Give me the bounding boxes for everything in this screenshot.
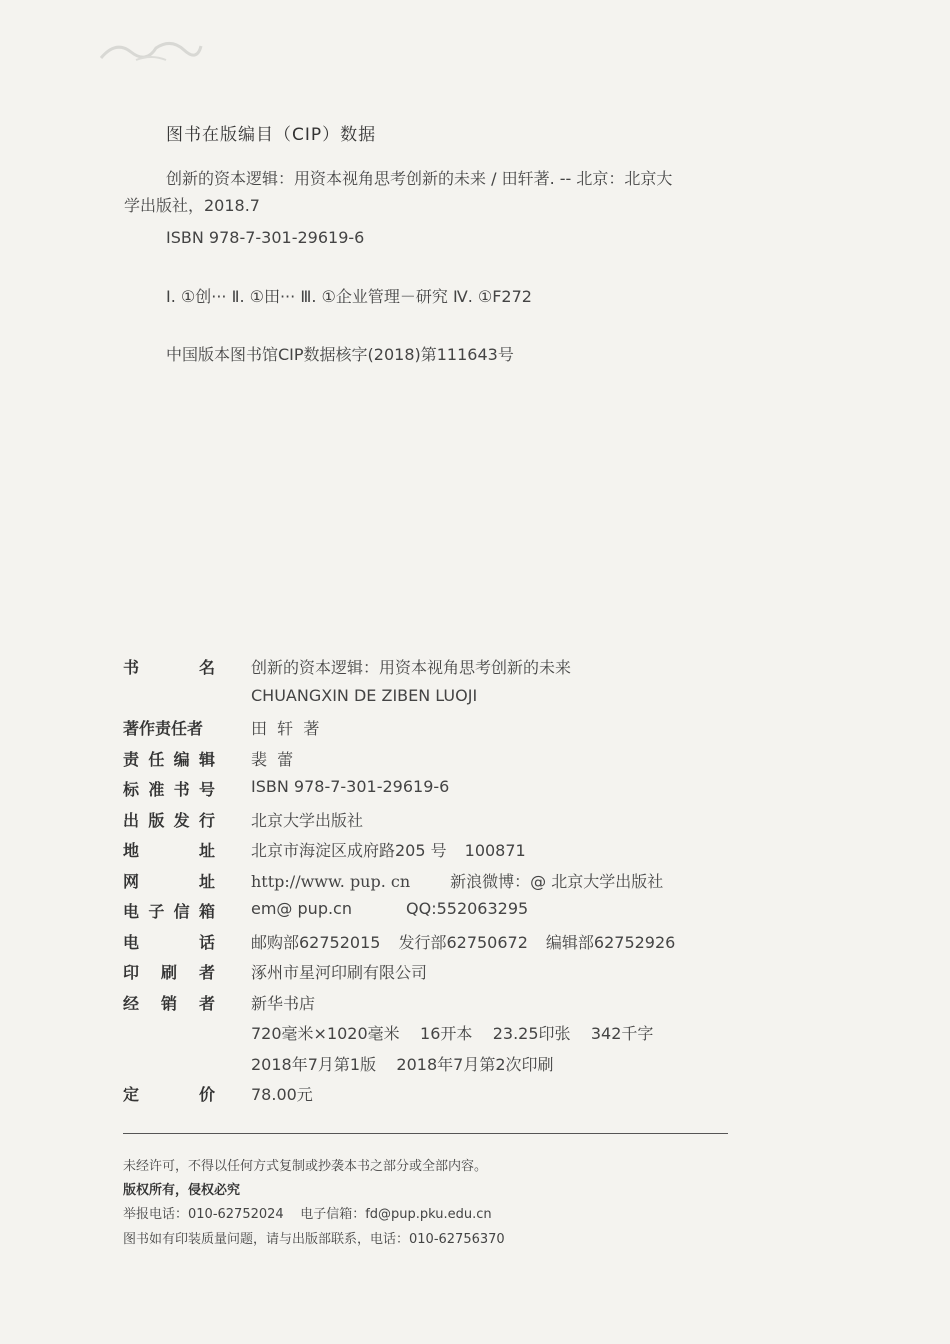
address: 北京市海淀区成府路205 号 — [251, 841, 447, 860]
cip-description-line2: 学出版社，2018.7 — [124, 196, 260, 215]
label-address: 地 址 — [123, 841, 215, 860]
row-author — [123, 716, 743, 747]
isbn: ISBN 978-7-301-29619-6 — [251, 777, 450, 796]
email-value — [251, 899, 528, 918]
label-dealer: 经 销 者 — [123, 993, 215, 1013]
row-publisher — [123, 808, 743, 839]
handwritten-mark — [96, 30, 206, 70]
notice-no-copy: 未经许可，不得以任何方式复制或抄袭本书之部分或全部内容。 — [123, 1159, 488, 1174]
phone-distribution: 发行部62750672 — [398, 932, 528, 952]
divider-line — [123, 1133, 728, 1134]
cip-isbn: ISBN 978-7-301-29619-6 — [166, 228, 365, 247]
label-book-name: 书 名 — [123, 658, 215, 677]
row-website — [123, 869, 743, 900]
editor: 裴 蕾 — [251, 749, 294, 769]
label-publisher: 出 版 发 行 — [123, 810, 215, 830]
address-value — [251, 838, 526, 861]
notice-quality-contact: 图书如有印装质量问题，请与出版部联系，电话：010-62756370 — [123, 1232, 505, 1247]
row-phone — [123, 930, 743, 961]
label-editor: 责 任 编 辑 — [123, 749, 215, 769]
row-editor — [123, 747, 743, 778]
edition: 2018年7月第1版 2018年7月第2次印刷 — [251, 1054, 554, 1074]
cip-description — [124, 165, 806, 219]
cip-description-line1: 创新的资本逻辑：用资本视角思考创新的未来 / 田轩著. -- 北京：北京大 — [166, 169, 673, 188]
website: http://www. pup. cn — [251, 871, 411, 891]
notice-rights-reserved: 版权所有，侵权必究 — [123, 1183, 241, 1198]
price: 78.00元 — [251, 1085, 313, 1104]
label-email: 电 子 信 箱 — [123, 902, 215, 921]
printer: 涿州市星河印刷有限公司 — [251, 963, 428, 982]
website-value — [251, 869, 663, 892]
author: 田 轩 著 — [251, 719, 320, 738]
row-edition — [123, 1052, 743, 1083]
row-address — [123, 838, 743, 869]
book-name: 创新的资本逻辑：用资本视角思考创新的未来 — [251, 658, 572, 677]
row-printer — [123, 960, 743, 991]
row-email — [123, 899, 743, 930]
dealer: 新华书店 — [251, 993, 316, 1013]
phone-editorial: 编辑部62752926 — [545, 932, 676, 952]
row-isbn — [123, 777, 743, 808]
publisher: 北京大学出版社 — [251, 810, 364, 830]
row-format — [123, 1021, 743, 1052]
qq: QQ:552063295 — [406, 899, 529, 918]
cip-title: 图书在版编目（CIP）数据 — [166, 125, 377, 145]
label-author: 著作责任者 — [123, 719, 204, 738]
cip-record-number: 中国版本图书馆CIP数据核字(2018)第111643号 — [166, 345, 514, 364]
book-info-table — [123, 655, 743, 1113]
email: em@ pup.cn — [251, 899, 352, 918]
label-isbn: 标 准 书 号 — [123, 780, 215, 799]
book-format: 720毫米×1020毫米 16开本 23.25印张 342千字 — [251, 1024, 654, 1043]
phone-mail-order: 邮购部62752015 — [251, 932, 381, 952]
label-website: 网 址 — [123, 871, 215, 891]
label-printer: 印 刷 者 — [123, 963, 215, 982]
phone-value — [251, 930, 675, 953]
notice-report-contact: 举报电话：010-62752024 电子信箱：fd@pup.pku.edu.cn — [123, 1207, 492, 1222]
weibo: 新浪微博：@ 北京大学出版社 — [450, 871, 664, 891]
label-price: 定 价 — [123, 1085, 215, 1104]
row-dealer — [123, 991, 743, 1022]
row-book-name — [123, 655, 743, 686]
row-book-pinyin — [123, 686, 743, 717]
postcode: 100871 — [464, 841, 526, 860]
cip-classification: Ⅰ. ①创··· Ⅱ. ①田··· Ⅲ. ①企业管理－研究 Ⅳ. ①F272 — [166, 287, 532, 306]
book-name-pinyin: CHUANGXIN DE ZIBEN LUOJI — [251, 685, 478, 705]
label-phone: 电 话 — [123, 932, 215, 952]
row-price — [123, 1082, 743, 1113]
